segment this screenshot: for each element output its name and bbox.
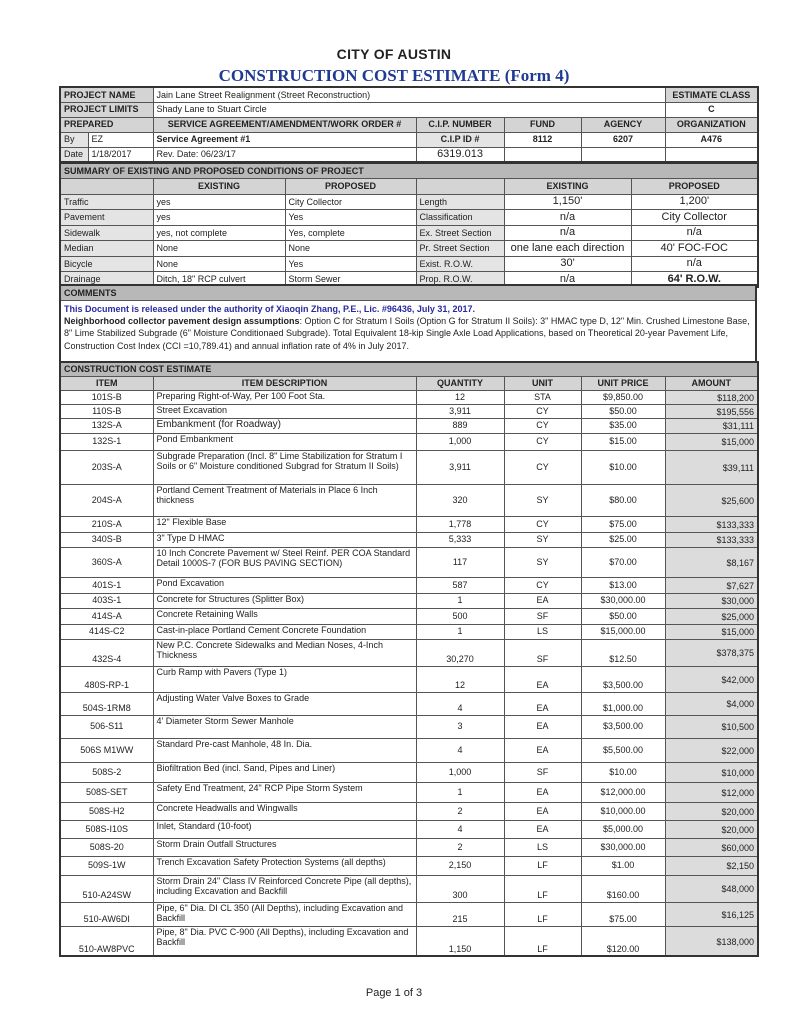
item-code: 110S-B bbox=[60, 404, 153, 418]
table-row bbox=[60, 639, 758, 666]
item-code: 132S-1 bbox=[60, 433, 153, 450]
item-unit-price: $70.00 bbox=[581, 547, 665, 577]
item-amount: $12,000 bbox=[665, 782, 758, 802]
item-unit-price: $1.00 bbox=[581, 856, 665, 875]
assumptions-label: Neighborhood collector pavement design assumptions bbox=[64, 316, 300, 327]
table-row bbox=[60, 516, 758, 532]
item-unit: SY bbox=[504, 547, 581, 577]
item-unit: EA bbox=[504, 782, 581, 802]
summary-section-title: SUMMARY OF EXISTING AND PROPOSED CONDITIONS OF PROJECT bbox=[60, 163, 758, 179]
item-quantity: 3,911 bbox=[416, 450, 504, 484]
item-code: 340S-B bbox=[60, 532, 153, 547]
table-row bbox=[60, 926, 758, 956]
item-unit: EA bbox=[504, 593, 581, 608]
item-unit: CY bbox=[504, 516, 581, 532]
item-unit-price: $80.00 bbox=[581, 484, 665, 516]
summary-metric-label: Prop. R.O.W. bbox=[416, 272, 504, 288]
item-description: 4' Diameter Storm Sewer Manhole bbox=[153, 715, 416, 738]
item-unit-price: $75.00 bbox=[581, 516, 665, 532]
item-unit: CY bbox=[504, 433, 581, 450]
summary-row bbox=[60, 225, 758, 241]
item-amount: $4,000 bbox=[665, 692, 758, 715]
item-unit-price: $120.00 bbox=[581, 926, 665, 956]
summary-row bbox=[60, 241, 758, 257]
project-limits-value: Shady Lane to Stuart Circle bbox=[153, 102, 665, 117]
item-amount: $10,500 bbox=[665, 715, 758, 738]
item-description: Pond Excavation bbox=[153, 577, 416, 593]
project-limits-row bbox=[60, 102, 758, 117]
summary-metric-existing: one lane each direction bbox=[504, 241, 631, 257]
summary-condition-label: Traffic bbox=[60, 194, 153, 210]
item-quantity: 4 bbox=[416, 738, 504, 762]
authority-statement: This Document is released under the authority of Xiaoqin Zhang, P.E., Lic. #96436, July 31, 2017. bbox=[64, 304, 475, 315]
item-unit: EA bbox=[504, 666, 581, 692]
item-unit-price: $9,850.00 bbox=[581, 390, 665, 404]
table-row bbox=[60, 532, 758, 547]
summary-metric-proposed: n/a bbox=[631, 225, 758, 241]
item-code: 414S-A bbox=[60, 608, 153, 624]
agency-label: AGENCY bbox=[581, 117, 665, 132]
empty-cell bbox=[504, 147, 581, 162]
summary-header-row bbox=[60, 179, 758, 195]
item-unit: EA bbox=[504, 802, 581, 820]
item-unit: CY bbox=[504, 450, 581, 484]
table-row bbox=[60, 782, 758, 802]
item-unit-price: $10.00 bbox=[581, 450, 665, 484]
item-quantity: 300 bbox=[416, 875, 504, 902]
comments-body bbox=[60, 301, 756, 365]
summary-existing-value: None bbox=[153, 256, 285, 272]
item-description: Concrete for Structures (Splitter Box) bbox=[153, 593, 416, 608]
proposed-header: PROPOSED bbox=[285, 179, 416, 195]
item-unit-price: $35.00 bbox=[581, 418, 665, 433]
summary-proposed-value: Yes bbox=[285, 256, 416, 272]
summary-metric-proposed: n/a bbox=[631, 256, 758, 272]
item-quantity: 889 bbox=[416, 418, 504, 433]
table-row bbox=[60, 838, 758, 856]
city-heading: CITY OF AUSTIN bbox=[336, 46, 452, 62]
item-quantity: 4 bbox=[416, 820, 504, 838]
cip-id-label: C.I.P ID # bbox=[416, 132, 504, 147]
estimate-class-value: C bbox=[665, 102, 758, 117]
item-unit-price: $30,000.00 bbox=[581, 838, 665, 856]
item-code: 509S-1W bbox=[60, 856, 153, 875]
item-amount: $2,150 bbox=[665, 856, 758, 875]
existing-header-2: EXISTING bbox=[504, 179, 631, 195]
design-assumptions bbox=[64, 315, 752, 351]
project-name-label: PROJECT NAME bbox=[60, 87, 153, 102]
item-unit: CY bbox=[504, 404, 581, 418]
item-code: 510-A24SW bbox=[60, 875, 153, 902]
item-amount: $8,167 bbox=[665, 547, 758, 577]
item-description: Pipe, 6" Dia. DI CL 350 (All Depths), including Excavation and Backfill bbox=[153, 902, 416, 926]
table-row bbox=[60, 577, 758, 593]
table-row bbox=[60, 624, 758, 639]
summary-row bbox=[60, 256, 758, 272]
empty-header bbox=[60, 179, 153, 195]
summary-proposed-value: Storm Sewer bbox=[285, 272, 416, 288]
item-code: 480S-RP-1 bbox=[60, 666, 153, 692]
project-name-row bbox=[60, 87, 758, 102]
item-unit-price: $30,000.00 bbox=[581, 593, 665, 608]
agency-value: 6207 bbox=[581, 132, 665, 147]
item-unit-price: $25.00 bbox=[581, 532, 665, 547]
item-amount: $31,111 bbox=[665, 418, 758, 433]
column-header-unit-price: UNIT PRICE bbox=[581, 376, 665, 390]
item-description: Adjusting Water Valve Boxes to Grade bbox=[153, 692, 416, 715]
item-unit: LF bbox=[504, 856, 581, 875]
item-quantity: 2 bbox=[416, 838, 504, 856]
item-amount: $16,125 bbox=[665, 902, 758, 926]
item-amount: $60,000 bbox=[665, 838, 758, 856]
table-row bbox=[60, 820, 758, 838]
item-code: 403S-1 bbox=[60, 593, 153, 608]
item-description: Pipe, 8" Dia. PVC C-900 (All Depths), including Excavation and Backfill bbox=[153, 926, 416, 956]
item-description: Portland Cement Treatment of Materials in Place 6 Inch thickness bbox=[153, 484, 416, 516]
item-description: 10 Inch Concrete Pavement w/ Steel Reinf. PER COA Standard Detail 1000S-7 (FOR BUS PAVING SECTION) bbox=[153, 547, 416, 577]
service-agreement-value: Service Agreement #1 bbox=[153, 132, 416, 147]
item-amount: $25,600 bbox=[665, 484, 758, 516]
item-unit: SY bbox=[504, 484, 581, 516]
item-unit: LS bbox=[504, 838, 581, 856]
item-unit-price: $1,000.00 bbox=[581, 692, 665, 715]
page-number: Page 1 of 3 bbox=[365, 987, 423, 999]
item-quantity: 587 bbox=[416, 577, 504, 593]
summary-row bbox=[60, 194, 758, 210]
table-row bbox=[60, 666, 758, 692]
summary-existing-value: None bbox=[153, 241, 285, 257]
item-quantity: 1,150 bbox=[416, 926, 504, 956]
empty-cell bbox=[581, 147, 665, 162]
table-row bbox=[60, 433, 758, 450]
item-description: Standard Pre-cast Manhole, 48 In. Dia. bbox=[153, 738, 416, 762]
item-unit: LF bbox=[504, 926, 581, 956]
column-header-quantity: QUANTITY bbox=[416, 376, 504, 390]
existing-header: EXISTING bbox=[153, 179, 285, 195]
item-code: 510-AW6DI bbox=[60, 902, 153, 926]
item-description: Curb Ramp with Pavers (Type 1) bbox=[153, 666, 416, 692]
item-unit-price: $15,000.00 bbox=[581, 624, 665, 639]
item-code: 508S-H2 bbox=[60, 802, 153, 820]
item-description: 12" Flexible Base bbox=[153, 516, 416, 532]
item-quantity: 500 bbox=[416, 608, 504, 624]
item-code: 360S-A bbox=[60, 547, 153, 577]
summary-condition-label: Pavement bbox=[60, 210, 153, 226]
item-code: 506-S11 bbox=[60, 715, 153, 738]
item-unit: EA bbox=[504, 715, 581, 738]
fund-label: FUND bbox=[504, 117, 581, 132]
item-amount: $7,627 bbox=[665, 577, 758, 593]
organization-value: A476 bbox=[665, 132, 758, 147]
by-value: EZ bbox=[88, 132, 153, 147]
prepared-header-row bbox=[60, 117, 758, 132]
item-quantity: 117 bbox=[416, 547, 504, 577]
item-description: Embankment (for Roadway) bbox=[153, 418, 416, 433]
table-row bbox=[60, 875, 758, 902]
item-code: 506S M1WW bbox=[60, 738, 153, 762]
date-label: Date bbox=[60, 147, 88, 162]
item-code: 510-AW8PVC bbox=[60, 926, 153, 956]
table-row bbox=[60, 404, 758, 418]
cost-estimate-table bbox=[59, 361, 759, 957]
summary-existing-value: yes bbox=[153, 210, 285, 226]
item-code: 414S-C2 bbox=[60, 624, 153, 639]
by-row bbox=[60, 132, 758, 147]
summary-metric-proposed: City Collector bbox=[631, 210, 758, 226]
summary-condition-label: Median bbox=[60, 241, 153, 257]
summary-proposed-value: None bbox=[285, 241, 416, 257]
item-code: 204S-A bbox=[60, 484, 153, 516]
cip-number-label: C.I.P. NUMBER bbox=[416, 117, 504, 132]
item-code: 504S-1RM8 bbox=[60, 692, 153, 715]
service-agreement-label: SERVICE AGREEMENT/AMENDMENT/WORK ORDER # bbox=[153, 117, 416, 132]
item-unit: LF bbox=[504, 875, 581, 902]
summary-metric-existing: 30' bbox=[504, 256, 631, 272]
table-row bbox=[60, 692, 758, 715]
item-unit: EA bbox=[504, 692, 581, 715]
item-amount: $42,000 bbox=[665, 666, 758, 692]
summary-table bbox=[59, 162, 759, 288]
item-amount: $195,556 bbox=[665, 404, 758, 418]
table-row bbox=[60, 856, 758, 875]
item-unit: LS bbox=[504, 624, 581, 639]
item-unit-price: $10,000.00 bbox=[581, 802, 665, 820]
item-amount: $25,000 bbox=[665, 608, 758, 624]
item-amount: $22,000 bbox=[665, 738, 758, 762]
table-row bbox=[60, 715, 758, 738]
item-code: 210S-A bbox=[60, 516, 153, 532]
date-value: 1/18/2017 bbox=[88, 147, 153, 162]
item-unit-price: $5,500.00 bbox=[581, 738, 665, 762]
item-quantity: 3,911 bbox=[416, 404, 504, 418]
column-header-unit: UNIT bbox=[504, 376, 581, 390]
item-description: Biofiltration Bed (incl. Sand, Pipes and Liner) bbox=[153, 762, 416, 782]
item-code: 508S-I10S bbox=[60, 820, 153, 838]
summary-metric-existing: 1,150' bbox=[504, 194, 631, 210]
summary-condition-label: Bicycle bbox=[60, 256, 153, 272]
item-quantity: 1,000 bbox=[416, 433, 504, 450]
item-description: Inlet, Standard (10-foot) bbox=[153, 820, 416, 838]
summary-metric-existing: n/a bbox=[504, 225, 631, 241]
table-row bbox=[60, 608, 758, 624]
summary-row bbox=[60, 210, 758, 226]
item-unit-price: $5,000.00 bbox=[581, 820, 665, 838]
item-unit: SF bbox=[504, 639, 581, 666]
item-unit-price: $12.50 bbox=[581, 639, 665, 666]
item-unit-price: $13.00 bbox=[581, 577, 665, 593]
summary-metric-label: Classification bbox=[416, 210, 504, 226]
item-unit: CY bbox=[504, 577, 581, 593]
table-row bbox=[60, 418, 758, 433]
item-quantity: 1,778 bbox=[416, 516, 504, 532]
item-description: Safety End Treatment, 24" RCP Pipe Storm System bbox=[153, 782, 416, 802]
table-row bbox=[60, 802, 758, 820]
item-quantity: 12 bbox=[416, 666, 504, 692]
summary-proposed-value: Yes, complete bbox=[285, 225, 416, 241]
summary-proposed-value: City Collector bbox=[285, 194, 416, 210]
summary-metric-proposed: 64' R.O.W. bbox=[631, 272, 758, 288]
item-unit-price: $3,500.00 bbox=[581, 666, 665, 692]
item-amount: $30,000 bbox=[665, 593, 758, 608]
item-unit-price: $160.00 bbox=[581, 875, 665, 902]
item-quantity: 30,270 bbox=[416, 639, 504, 666]
summary-metric-label: Exist. R.O.W. bbox=[416, 256, 504, 272]
item-amount: $118,200 bbox=[665, 390, 758, 404]
organization-label: ORGANIZATION bbox=[665, 117, 758, 132]
comments-table bbox=[59, 284, 757, 365]
item-amount: $133,333 bbox=[665, 532, 758, 547]
item-description: Cast-in-place Portland Cement Concrete Foundation bbox=[153, 624, 416, 639]
proposed-header-2: PROPOSED bbox=[631, 179, 758, 195]
item-code: 101S-B bbox=[60, 390, 153, 404]
item-unit: CY bbox=[504, 418, 581, 433]
by-label: By bbox=[60, 132, 88, 147]
item-unit-price: $12,000.00 bbox=[581, 782, 665, 802]
table-row bbox=[60, 738, 758, 762]
item-quantity: 1 bbox=[416, 624, 504, 639]
estimate-section-title: CONSTRUCTION COST ESTIMATE bbox=[60, 362, 758, 376]
summary-metric-proposed: 40' FOC-FOC bbox=[631, 241, 758, 257]
column-header-amount: AMOUNT bbox=[665, 376, 758, 390]
table-row bbox=[60, 450, 758, 484]
item-unit-price: $50.00 bbox=[581, 608, 665, 624]
item-quantity: 320 bbox=[416, 484, 504, 516]
item-description: Storm Drain 24" Class IV Reinforced Concrete Pipe (all depths), including Excavation and Backfill bbox=[153, 875, 416, 902]
item-quantity: 12 bbox=[416, 390, 504, 404]
item-description: Storm Drain Outfall Structures bbox=[153, 838, 416, 856]
item-amount: $20,000 bbox=[665, 820, 758, 838]
comments-section-title: COMMENTS bbox=[60, 285, 756, 301]
item-unit: STA bbox=[504, 390, 581, 404]
summary-metric-existing: n/a bbox=[504, 210, 631, 226]
item-code: 401S-1 bbox=[60, 577, 153, 593]
rev-date: Rev. Date: 06/23/17 bbox=[153, 147, 416, 162]
item-amount: $378,375 bbox=[665, 639, 758, 666]
table-row bbox=[60, 547, 758, 577]
table-row bbox=[60, 390, 758, 404]
item-amount: $15,000 bbox=[665, 624, 758, 639]
assumptions-text: : Option C for Stratum I Soils (Option G for Stratum II Soils): 3" HMAC type D, 12" Min. Crushed Limestone Base, 8" Lime Stabilized Subgrade (6" Moisture Conditionaed Subgrade). Total Equivalent 18-kip Single Axle Load Applications, based on Theoretical 20-year Pavement Life, Construction Cost Index (CCI =10,789.41) and annual inflation rate of 4% in July 2017. bbox=[64, 316, 750, 351]
item-code: 132S-A bbox=[60, 418, 153, 433]
project-info-table bbox=[59, 86, 759, 163]
item-description: Street Excavation bbox=[153, 404, 416, 418]
item-quantity: 2 bbox=[416, 802, 504, 820]
date-row bbox=[60, 147, 758, 162]
item-code: 508S-2 bbox=[60, 762, 153, 782]
item-amount: $10,000 bbox=[665, 762, 758, 782]
summary-metric-existing: n/a bbox=[504, 272, 631, 288]
table-row bbox=[60, 902, 758, 926]
item-code: 508S-SET bbox=[60, 782, 153, 802]
item-quantity: 4 bbox=[416, 692, 504, 715]
item-amount: $15,000 bbox=[665, 433, 758, 450]
summary-existing-value: yes bbox=[153, 194, 285, 210]
item-unit: EA bbox=[504, 738, 581, 762]
summary-existing-value: Ditch, 18" RCP culvert bbox=[153, 272, 285, 288]
item-unit: SY bbox=[504, 532, 581, 547]
item-description: Subgrade Preparation (Incl. 8" Lime Stabilization for Stratum I Soils or 6" Moisture conditioned Subgrad for Stratum II Soils) bbox=[153, 450, 416, 484]
item-unit-price: $50.00 bbox=[581, 404, 665, 418]
item-unit: SF bbox=[504, 608, 581, 624]
estimate-header-row bbox=[60, 376, 758, 390]
column-header-item: ITEM bbox=[60, 376, 153, 390]
item-quantity: 3 bbox=[416, 715, 504, 738]
summary-metric-label: Ex. Street Section bbox=[416, 225, 504, 241]
column-header-description: ITEM DESCRIPTION bbox=[153, 376, 416, 390]
item-unit: SF bbox=[504, 762, 581, 782]
item-description: Concrete Headwalls and Wingwalls bbox=[153, 802, 416, 820]
project-name-value: Jain Lane Street Realignment (Street Reconstruction) bbox=[153, 87, 665, 102]
table-row bbox=[60, 762, 758, 782]
item-amount: $20,000 bbox=[665, 802, 758, 820]
cip-id-value: 6319.013 bbox=[416, 147, 504, 162]
empty-header bbox=[416, 179, 504, 195]
item-unit-price: $3,500.00 bbox=[581, 715, 665, 738]
summary-condition-label: Sidewalk bbox=[60, 225, 153, 241]
item-quantity: 1 bbox=[416, 593, 504, 608]
item-unit-price: $10.00 bbox=[581, 762, 665, 782]
table-row bbox=[60, 484, 758, 516]
item-description: Trench Excavation Safety Protection Systems (all depths) bbox=[153, 856, 416, 875]
item-code: 508S-20 bbox=[60, 838, 153, 856]
item-description: Pond Embankment bbox=[153, 433, 416, 450]
item-quantity: 5,333 bbox=[416, 532, 504, 547]
item-quantity: 1 bbox=[416, 782, 504, 802]
item-unit: LF bbox=[504, 902, 581, 926]
item-amount: $39,111 bbox=[665, 450, 758, 484]
form-title: CONSTRUCTION COST ESTIMATE (Form 4) bbox=[218, 66, 570, 85]
item-description: Concrete Retaining Walls bbox=[153, 608, 416, 624]
summary-metric-label: Length bbox=[416, 194, 504, 210]
prepared-label: PREPARED bbox=[60, 117, 153, 132]
item-amount: $48,000 bbox=[665, 875, 758, 902]
item-unit-price: $15.00 bbox=[581, 433, 665, 450]
item-amount: $133,333 bbox=[665, 516, 758, 532]
item-amount: $138,000 bbox=[665, 926, 758, 956]
item-description: 3" Type D HMAC bbox=[153, 532, 416, 547]
project-limits-label: PROJECT LIMITS bbox=[60, 102, 153, 117]
item-unit-price: $75.00 bbox=[581, 902, 665, 926]
summary-metric-label: Pr. Street Section bbox=[416, 241, 504, 257]
summary-condition-label: Drainage bbox=[60, 272, 153, 288]
estimate-class-label: ESTIMATE CLASS bbox=[665, 87, 758, 102]
item-quantity: 1,000 bbox=[416, 762, 504, 782]
item-code: 432S-4 bbox=[60, 639, 153, 666]
empty-cell bbox=[665, 147, 758, 162]
summary-existing-value: yes, not complete bbox=[153, 225, 285, 241]
item-description: Preparing Right-of-Way, Per 100 Foot Sta. bbox=[153, 390, 416, 404]
item-description: New P.C. Concrete Sidewalks and Median Noses, 4-Inch Thickness bbox=[153, 639, 416, 666]
item-quantity: 2,150 bbox=[416, 856, 504, 875]
item-unit: EA bbox=[504, 820, 581, 838]
summary-metric-proposed: 1,200' bbox=[631, 194, 758, 210]
summary-proposed-value: Yes bbox=[285, 210, 416, 226]
fund-value: 8112 bbox=[504, 132, 581, 147]
table-row bbox=[60, 593, 758, 608]
item-quantity: 215 bbox=[416, 902, 504, 926]
item-code: 203S-A bbox=[60, 450, 153, 484]
